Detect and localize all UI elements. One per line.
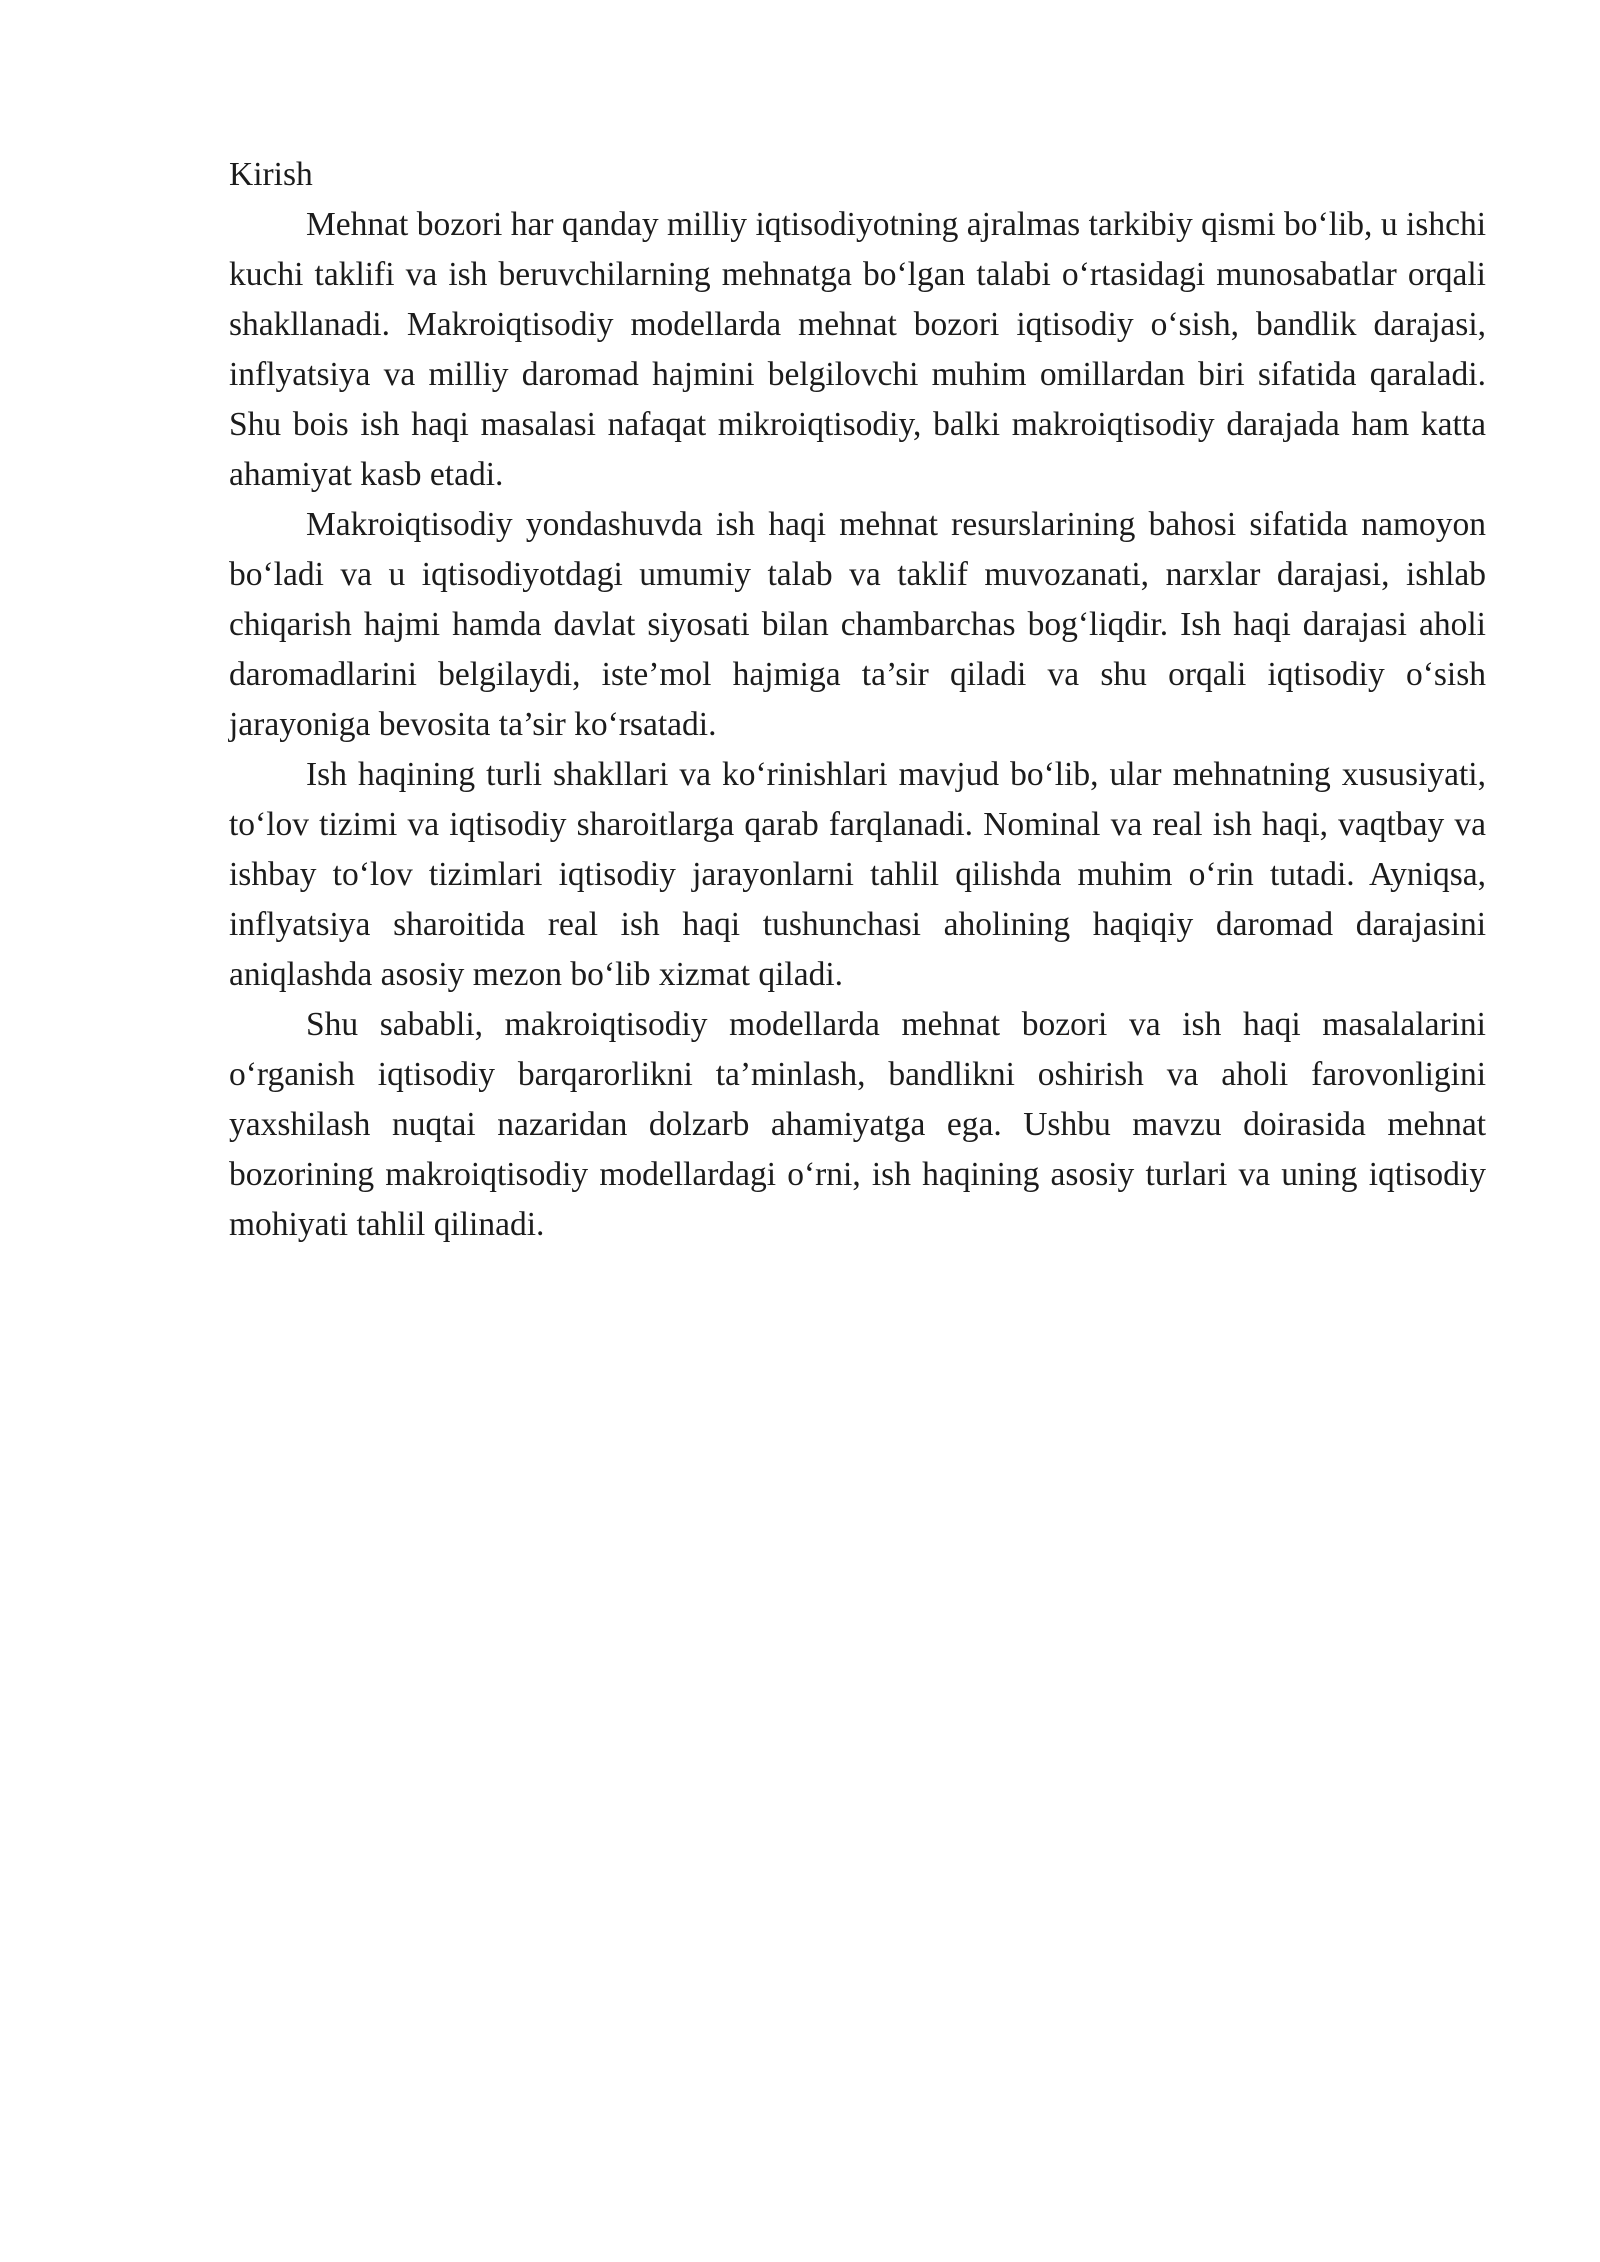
paragraph-2: Makroiqtisodiy yondashuvda ish haqi mehnat resurslarining bahosi sifatida namoyon bo‘ladi va u iqtisodiyotdagi umumiy talab va taklif muvozanati, narxlar darajasi, ishlab chiqarish hajmi hamda davlat siyosati bilan chambarchas bog‘liqdir. Ish haqi darajasi aholi daromadlarini belgilaydi, iste’mol hajmiga ta’sir qiladi va shu orqali iqtisodiy o‘sish jarayoniga bevosita ta’sir ko‘rsatadi.	[229, 506, 1486, 743]
paragraph-4: Shu sababli, makroiqtisodiy modellarda mehnat bozori va ish haqi masalalarini o‘rganish iqtisodiy barqarorlikni ta’minlash, bandlikni oshirish va aholi farovonligini yaxshilash nuqtai nazaridan dolzarb ahamiyatga ega. Ushbu mavzu doirasida mehnat bozorining makroiqtisodiy modellardagi o‘rni, ish haqining asosiy turlari va uning iqtisodiy mohiyati tahlil qilinadi.	[229, 1006, 1486, 1243]
section-heading: Kirish	[229, 156, 313, 193]
document-body	[229, 150, 1486, 1250]
paragraph-1: Mehnat bozori har qanday milliy iqtisodiyotning ajralmas tarkibiy qismi bo‘lib, u ishchi kuchi taklifi va ish beruvchilarning mehnatga bo‘lgan talabi o‘rtasidagi munosabatlar orqali shakllanadi. Makroiqtisodiy modellarda mehnat bozori iqtisodiy o‘sish, bandlik darajasi, inflyatsiya va milliy daromad hajmini belgilovchi muhim omillardan biri sifatida qaraladi. Shu bois ish haqi masalasi nafaqat mikroiqtisodiy, balki makroiqtisodiy darajada ham katta ahamiyat kasb etadi.	[229, 206, 1486, 493]
paragraph-3: Ish haqining turli shakllari va ko‘rinishlari mavjud bo‘lib, ular mehnatning xususiyati, to‘lov tizimi va iqtisodiy sharoitlarga qarab farqlanadi. Nominal va real ish haqi, vaqtbay va ishbay to‘lov tizimlari iqtisodiy jarayonlarni tahlil qilishda muhim o‘rin tutadi. Ayniqsa, inflyatsiya sharoitida real ish haqi tushunchasi aholining haqiqiy daromad darajasini aniqlashda asosiy mezon bo‘lib xizmat qiladi.	[229, 756, 1486, 993]
